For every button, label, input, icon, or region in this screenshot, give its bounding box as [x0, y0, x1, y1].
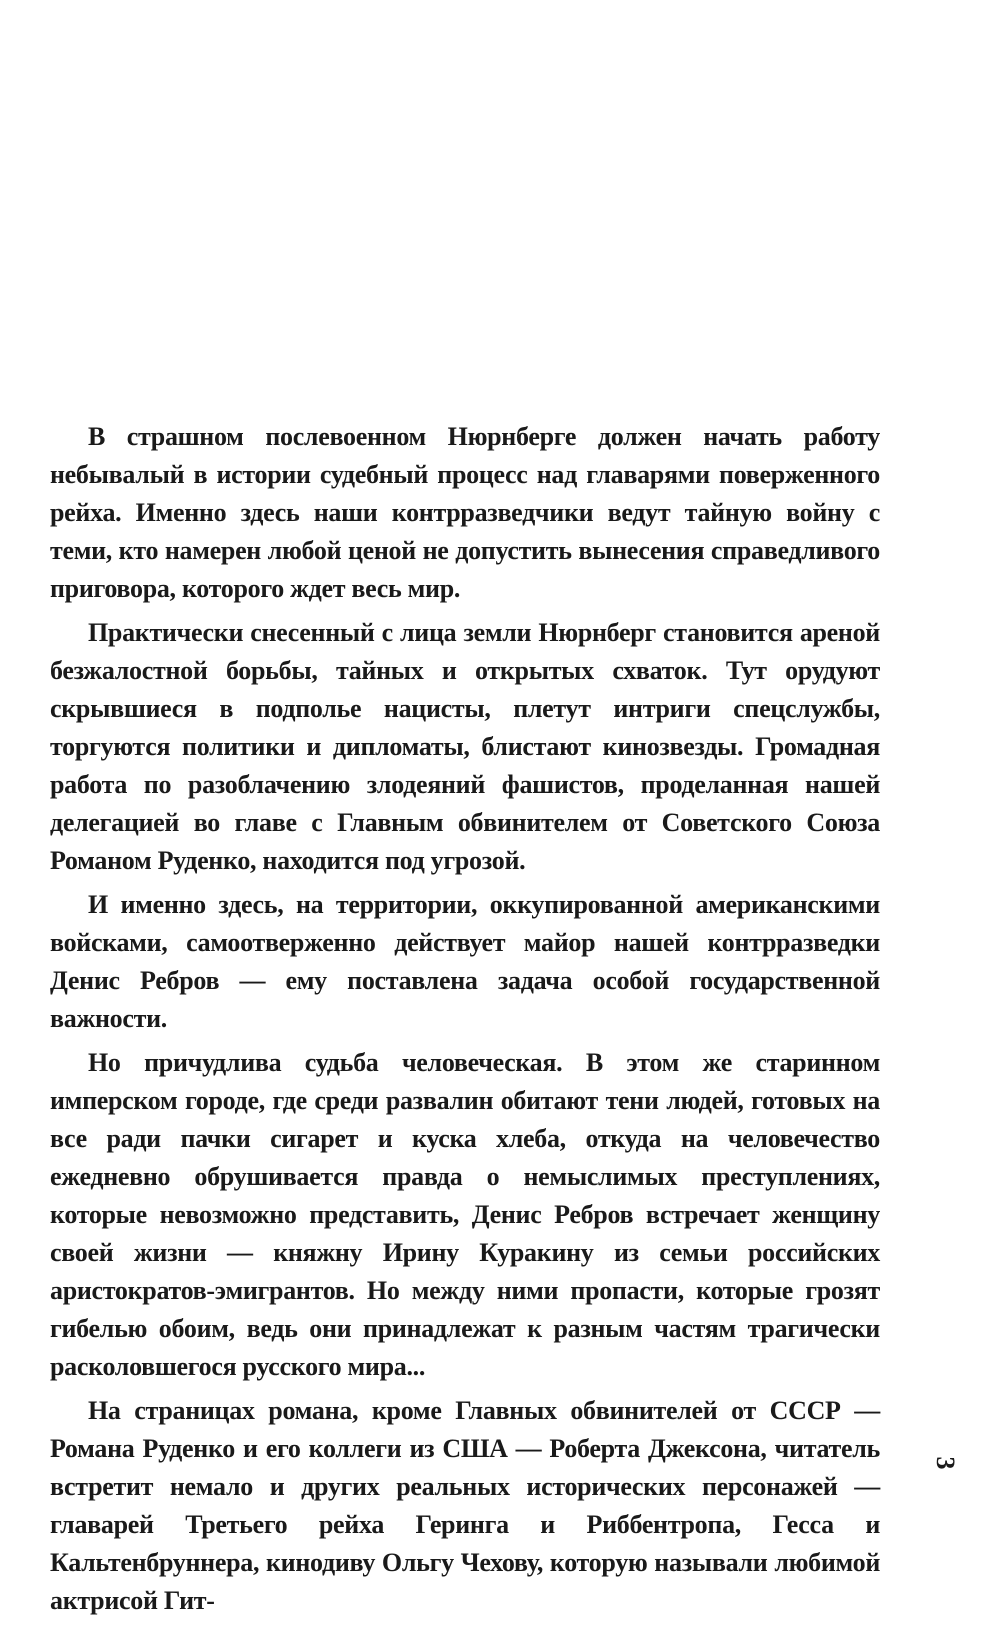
- page-number: 3: [931, 1456, 960, 1470]
- paragraph-4: Но причудлива судьба человеческая. В этом же старинном имперском городе, где среди развалин обитают тени людей, готовых на все ради пачки сигарет и куска хлеба, откуда на человечество ежедневно обрушивается правда о немыслимых преступлениях, которые невозможно представить, Денис Ребров встречает женщину своей жизни — княжну Ирину Куракину из семьи российских аристократов-эмигрантов. Но между ними пропасти, которые грозят гибелью обоим, ведь они принадлежат к разным частям трагически расколовшегося русского мира...: [50, 1048, 880, 1381]
- paragraph-3: И именно здесь, на территории, оккупированной американскими войсками, самоотверженно действует майор нашей контрразведки Денис Ребров — ему поставлена задача особой государственной важности.: [50, 890, 880, 1033]
- paragraph-5: На страницах романа, кроме Главных обвинителей от СССР — Романа Руденко и его коллеги из США — Роберта Джексона, читатель встретит немало и других реальных исторических персонажей — главарей Третьего рейха Геринга и Риббентропа, Гесса и Кальтенбруннера, кинодиву Ольгу Чехову, которую называли любимой актрисой Гит-: [50, 1396, 880, 1615]
- paragraph-2: Практически снесенный с лица земли Нюрнберг становится ареной безжалостной борьбы, тайных и открытых схваток. Тут орудуют скрывшиеся в подполье нацисты, плетут интриги спецслужбы, торгуются политики и дипломаты, блистают кинозвезды. Громадная работа по разоблачению злодеяний фашистов, проделанная нашей делегацией во главе с Главным обвинителем от Советского Союза Романом Руденко, находится под угрозой.: [50, 618, 880, 875]
- paragraph-1: В страшном послевоенном Нюрнберге должен начать работу небывалый в истории судебный процесс над главарями поверженного рейха. Именно здесь наши контрразведчики ведут тайную войну с теми, кто намерен любой ценой не допустить вынесения справедливого приговора, которого ждет весь мир.: [50, 422, 880, 603]
- annotation-text: [50, 418, 880, 1626]
